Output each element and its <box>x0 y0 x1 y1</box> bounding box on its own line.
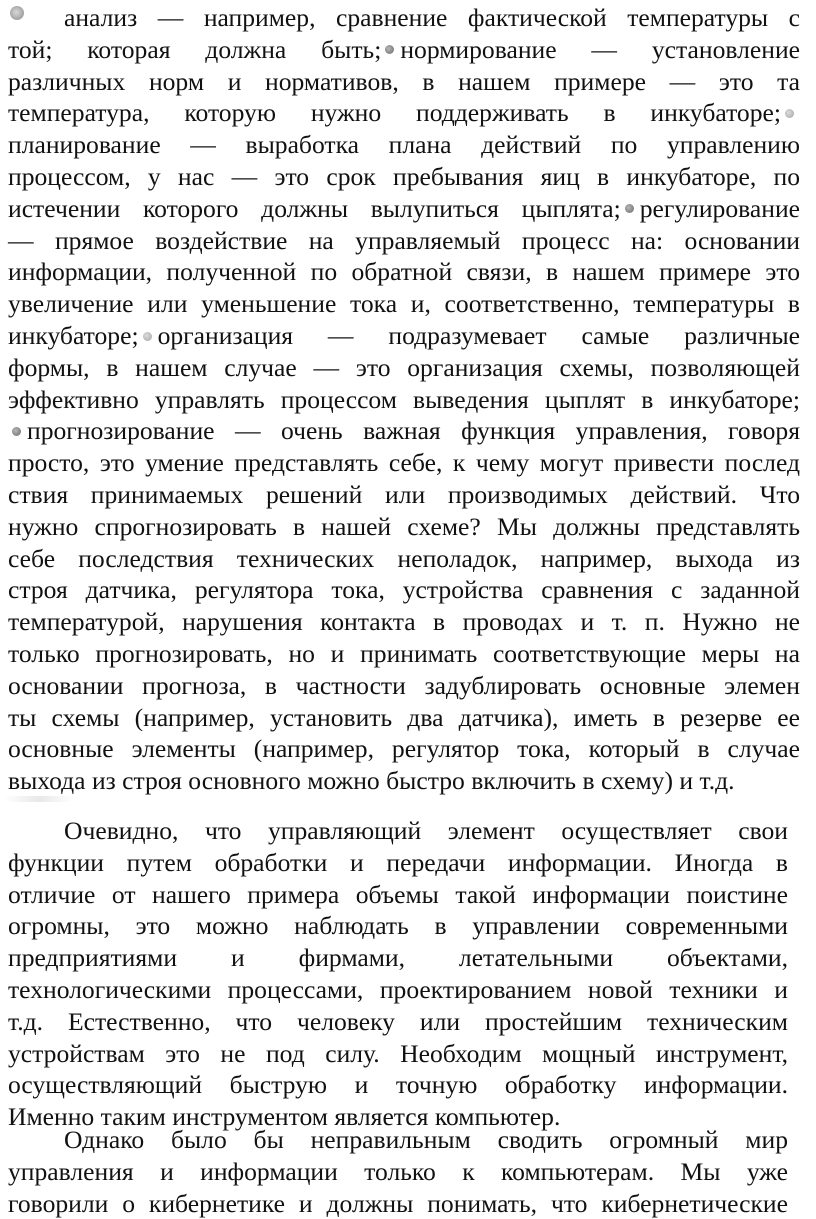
text-line: Очевидно, что управляющий элемент осуществляет свои <box>64 816 788 845</box>
text-line: ствия принимаемых решений или производимых действий. Что <box>8 479 800 509</box>
bullet-icon <box>625 204 634 213</box>
paragraph-management-functions <box>8 2 800 797</box>
text-line: отличие от нашего примера объемы такой информации поистине <box>8 879 788 909</box>
text-line: ты схемы (например, установить два датчика), иметь в резерве ее <box>8 702 800 732</box>
paragraph-cybernetics <box>8 1124 788 1219</box>
text-line: основные элементы (например, регулятор тока, который в случае <box>8 734 800 764</box>
bullet-icon <box>785 109 794 118</box>
text-line: управления и информации только к компьютерам. Мы уже <box>8 1156 788 1186</box>
text-line: температурой, нарушения контакта в проводах и т. п. Нужно не <box>8 607 800 637</box>
text-line: анализ — например, сравнение фактической температуры с <box>64 3 800 32</box>
text-line: истечении которого должны вылупиться цыплята; регулирование <box>8 193 800 223</box>
text-line: т.д. Естественно, что человеку или простейшим техническим <box>8 1006 788 1036</box>
text-line: только прогнозировать, но и принимать соответствующие меры на <box>8 638 800 668</box>
text-line: прогнозирование — очень важная функция управления, говоря <box>8 415 800 447</box>
text-line: инкубаторе; организация — подразумевает самые различные <box>8 320 800 350</box>
text-line: планирование — выработка плана действий по управлению <box>8 130 800 160</box>
text-line: предприятиями и фирмами, летательными объектами, <box>8 943 788 973</box>
text-line: просто, это умение представлять себе, к чему могут привести послед <box>8 448 800 478</box>
scan-artifact <box>4 796 74 802</box>
text-line: — прямое воздействие на управляемый процесс на: основании <box>8 225 800 255</box>
text-line: информации, полученной по обратной связи, в нашем примере это <box>8 257 800 287</box>
text-line: формы, в нашем случае — это организация схемы, позволяющей <box>8 352 800 382</box>
text-line: увеличение или уменьшение тока и, соответственно, температуры в <box>8 289 800 319</box>
text-line: основании прогноза, в частности задублировать основные элемен <box>8 670 800 700</box>
text-line: температура, которую нужно поддерживать в инкубаторе; <box>8 97 800 129</box>
text-line: технологическими процессами, проектированием новой техники и <box>8 974 788 1004</box>
bullet-icon <box>12 427 21 436</box>
text-line: Однако было бы неправильным сводить огромный мир <box>64 1125 788 1154</box>
text-line: процессом, у нас — это срок пребывания яиц в инкубаторе, по <box>8 161 800 191</box>
paragraph-information-processing <box>8 815 788 1133</box>
text-line: той; которая должна быть; нормирование — установление <box>8 34 800 64</box>
text-line: огромны, это можно наблюдать в управлении современными <box>8 911 788 941</box>
bullet-icon <box>143 332 152 341</box>
text-line: выхода из строя основного можно быстро включить в схему) и т.д. <box>8 766 735 796</box>
text-line: строя датчика, регулятора тока, устройства сравнения с заданной <box>8 575 800 605</box>
text-line: эффективно управлять процессом выведения цыплят в инкубаторе; <box>8 384 800 414</box>
text-line: устройствам это не под силу. Необходим мощный инструмент, <box>8 1038 788 1068</box>
text-line: нужно спрогнозировать в нашей схеме? Мы должны представлять <box>8 511 800 541</box>
text-line: говорили о кибернетике и должны понимать, что кибернетические <box>8 1188 788 1218</box>
text-line: функции путем обработки и передачи информации. Иногда в <box>8 847 788 877</box>
bullet-icon <box>385 45 394 54</box>
text-line: осуществляющий быструю и точную обработку информации. <box>8 1070 788 1100</box>
text-line: различных норм и нормативов, в нашем примере — это та <box>8 66 800 96</box>
text-line: Именно таким инструментом является компьютер. <box>8 1102 561 1132</box>
text-line: себе последствия технических неполадок, например, выхода из <box>8 543 800 573</box>
